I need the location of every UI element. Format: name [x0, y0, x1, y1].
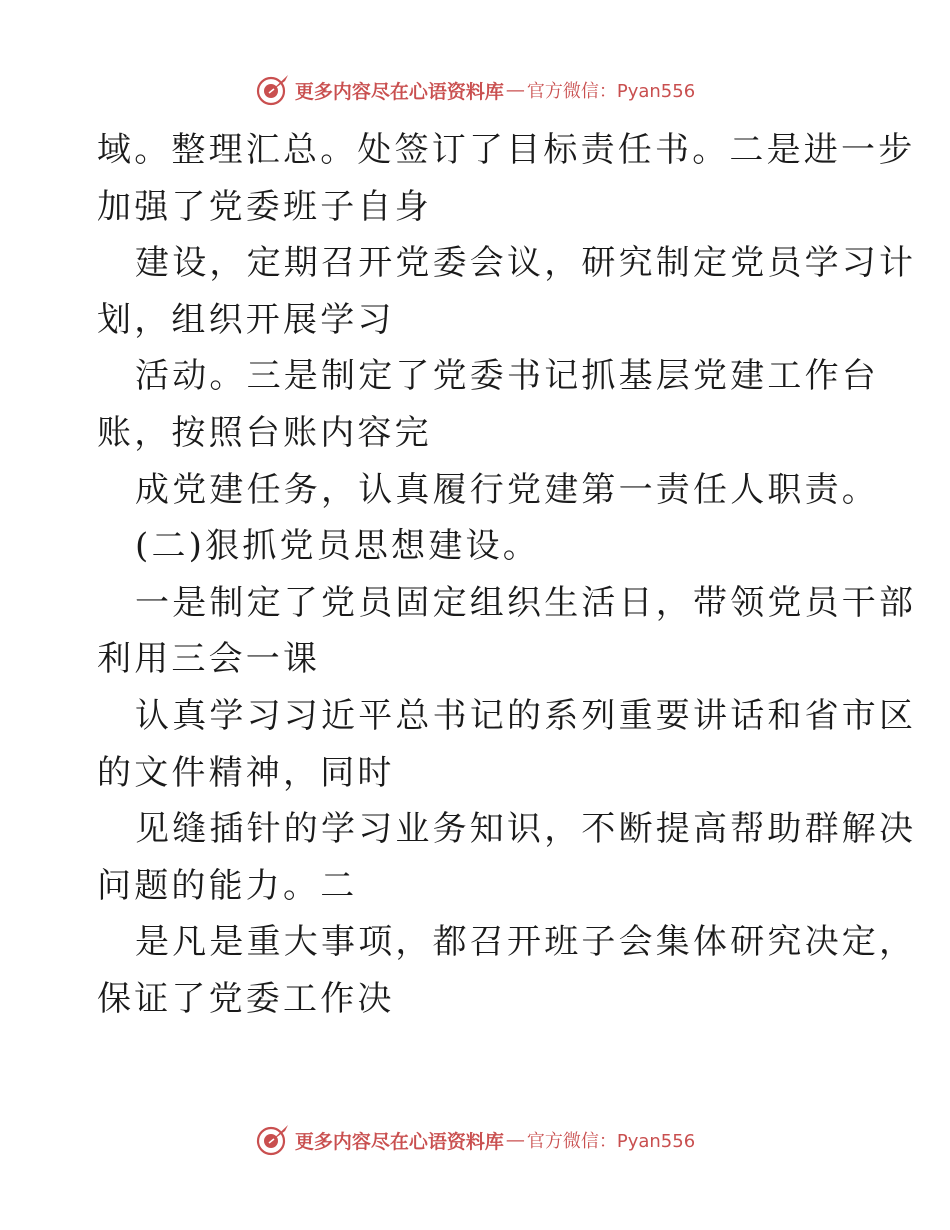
text-line: 见缝插针的学习业务知识，不断提高帮助群解决 — [135, 809, 917, 850]
text-line: 活动。三是制定了党委书记抓基层党建工作台 — [135, 356, 879, 397]
quill-seal-icon — [255, 1122, 291, 1158]
section-heading: (二)狠抓党员思想建设。 — [135, 526, 540, 567]
watermark-header — [0, 70, 950, 110]
document-body — [97, 122, 917, 1028]
watermark-dash: — — [505, 79, 525, 101]
text-line: 保证了党委工作决 — [97, 978, 395, 1019]
watermark-text: 更多内容尽在心语资料库 — [294, 80, 504, 103]
text-line: 认真学习习近平总书记的系列重要讲话和省市区 — [135, 695, 917, 736]
text-line: 是凡是重大事项，都召开班子会集体研究决定， — [135, 922, 917, 963]
text-line: 账，按照台账内容完 — [97, 412, 432, 453]
quill-seal-icon — [255, 72, 291, 108]
watermark-dash: — — [505, 1129, 525, 1151]
watermark-contact: 官方微信：Pyan556 — [526, 81, 696, 102]
watermark-text: 更多内容尽在心语资料库 — [294, 1130, 504, 1153]
text-line: 划，组织开展学习 — [97, 299, 395, 340]
text-line: 成党建任务，认真履行党建第一责任人职责。 — [135, 469, 879, 510]
text-line: 利用三会一课 — [97, 639, 321, 680]
text-line: 加强了党委班子自身 — [97, 186, 432, 227]
watermark-footer — [0, 1120, 950, 1160]
text-line: 建设，定期召开党委会议，研究制定党员学习计 — [135, 243, 917, 284]
text-line: 的文件精神，同时 — [97, 752, 395, 793]
text-line: 一是制定了党员固定组织生活日，带领党员干部 — [135, 582, 917, 623]
watermark-contact: 官方微信：Pyan556 — [526, 1131, 696, 1152]
text-line: 问题的能力。二 — [97, 865, 358, 906]
text-line: 域。整理汇总。处签订了目标责任书。二是进一步 — [97, 130, 916, 170]
